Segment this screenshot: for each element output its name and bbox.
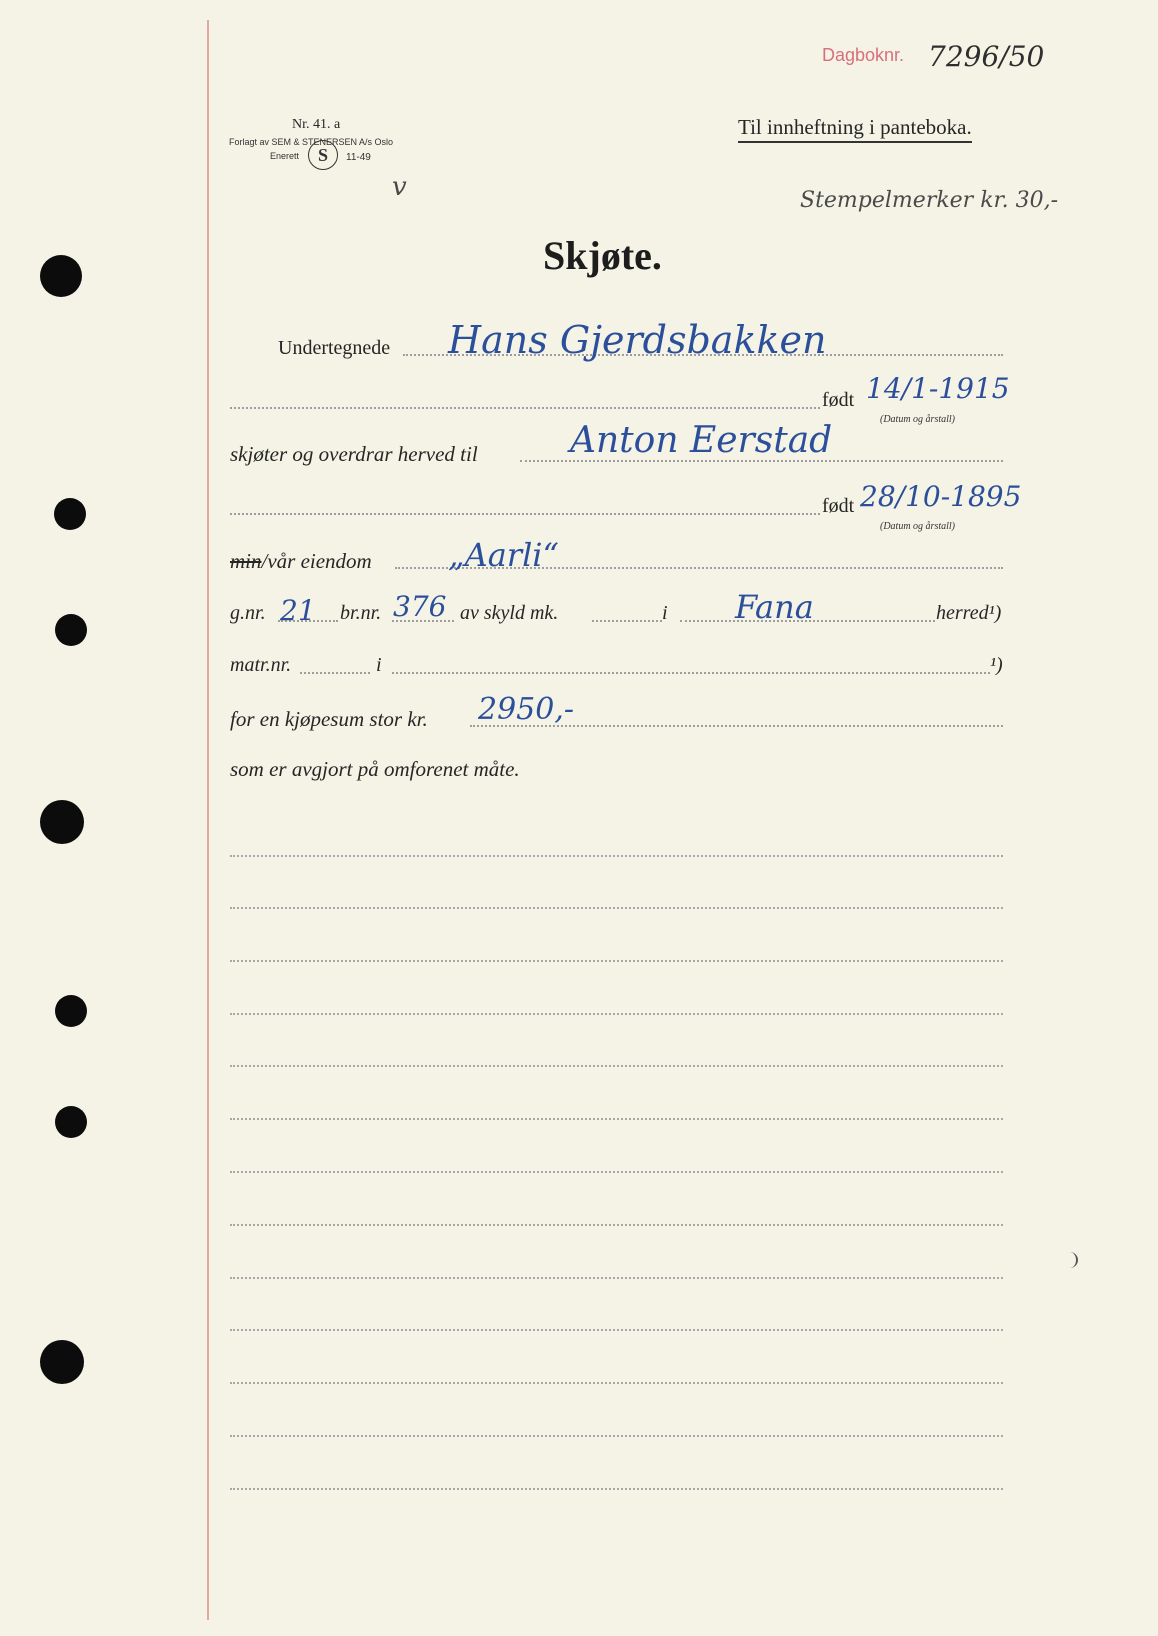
- dagbok-number: 7296/50: [928, 40, 1045, 73]
- transfer-label: skjøter og overdrar herved til: [230, 442, 478, 466]
- blank-line: [230, 855, 1003, 857]
- publisher-line: Forlagt av SEM & STENERSEN A/s Oslo: [229, 137, 394, 147]
- edition-date: 11-49: [346, 152, 371, 163]
- property-name: „Aarli“: [448, 536, 559, 574]
- publisher-logo: S: [308, 140, 338, 170]
- blank-line: [230, 1382, 1003, 1384]
- binding-note: Til innheftning i panteboka.: [738, 115, 972, 143]
- punch-hole: [40, 255, 82, 297]
- blank-line: [230, 1435, 1003, 1437]
- buyer-birth-date: 28/10-1895: [860, 480, 1022, 513]
- herred-label: herred¹): [936, 602, 1002, 624]
- i-label: i: [662, 602, 668, 624]
- seller-name: Hans Gjerdsbakken: [448, 318, 827, 362]
- blank-line: [230, 1171, 1003, 1173]
- date-hint: (Datum og årstall): [880, 414, 955, 425]
- form-number: Nr. 41. a: [292, 117, 341, 132]
- seller-birth-date: 14/1-1915: [866, 372, 1010, 405]
- property-label-row: [230, 549, 372, 574]
- buyer-name: Anton Eerstad: [570, 420, 833, 461]
- margin-line: [207, 20, 209, 1620]
- footnote-mark: ¹): [990, 654, 1003, 676]
- ink-mark: [1068, 1252, 1078, 1268]
- punch-hole: [55, 995, 87, 1027]
- blank-line: [230, 960, 1003, 962]
- price-value: 2950,-: [478, 692, 575, 727]
- brnr-value: 376: [393, 590, 447, 623]
- born-label-2: født: [822, 495, 855, 517]
- document-title: Skjøte.: [543, 233, 662, 278]
- seller-extra-line: [230, 407, 820, 409]
- stamp-duty-note: Stempelmerker kr. 30,-: [800, 188, 1059, 213]
- brnr-label: br.nr.: [340, 602, 382, 624]
- punch-hole: [40, 800, 84, 844]
- blank-line: [230, 1224, 1003, 1226]
- blank-line: [230, 1329, 1003, 1331]
- gnr-label: g.nr.: [230, 602, 266, 624]
- matr-municipality-line: [392, 672, 990, 674]
- punch-hole: [54, 498, 86, 530]
- blank-line: [230, 907, 1003, 909]
- settled-label: som er avgjort på omforenet måte.: [230, 757, 520, 781]
- date-hint: (Datum og årstall): [880, 521, 955, 532]
- matr-label: matr.nr.: [230, 654, 292, 676]
- skyld-line: [592, 620, 662, 622]
- blank-line: [230, 1013, 1003, 1015]
- matr-i-label: i: [376, 654, 382, 676]
- matr-line: [300, 672, 370, 674]
- check-mark: v: [392, 172, 407, 202]
- punch-hole: [55, 1106, 87, 1138]
- rights-line: Enerett: [270, 151, 300, 161]
- punch-hole: [40, 1340, 84, 1384]
- municipality-name: Fana: [735, 588, 814, 626]
- dagbok-stamp: Dagboknr.: [822, 45, 905, 65]
- blank-line: [230, 1277, 1003, 1279]
- punch-hole: [55, 614, 87, 646]
- gnr-value: 21: [280, 594, 316, 627]
- struck-prefix: min: [230, 549, 262, 573]
- skyld-label: av skyld mk.: [460, 602, 559, 624]
- blank-line: [230, 1065, 1003, 1067]
- price-label: for en kjøpesum stor kr.: [230, 707, 428, 731]
- blank-line: [230, 1118, 1003, 1120]
- undersigned-label: Undertegnede: [278, 337, 391, 359]
- blank-line: [230, 1488, 1003, 1490]
- buyer-extra-line: [230, 513, 820, 515]
- born-label: født: [822, 389, 855, 411]
- property-label: /vår eiendom: [261, 549, 372, 573]
